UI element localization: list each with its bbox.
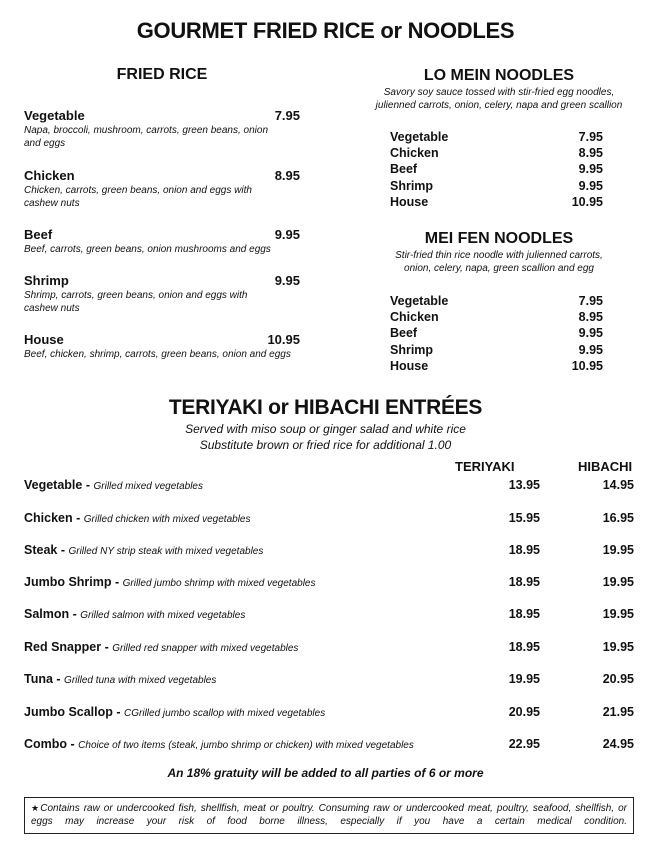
entree-row	[24, 543, 634, 561]
item-price: 8.95	[578, 310, 603, 325]
entree-row	[24, 705, 634, 723]
entree-description: Grilled tuna with mixed vegetables	[64, 675, 217, 686]
entree-description: Grilled salmon with mixed vegetables	[80, 610, 246, 621]
entree-name-wrap	[24, 640, 298, 654]
item-description: Chicken, carrots, green beans, onion and eggs with cashew nuts	[24, 185, 252, 209]
entree-name: Steak -	[24, 543, 69, 557]
mei-fen-section	[368, 230, 630, 275]
entree-description: Grilled mixed vegetables	[93, 481, 203, 492]
item-price: 9.95	[578, 178, 603, 193]
item-description: Beef, chicken, shrimp, carrots, green beans, onion and eggs	[24, 349, 291, 360]
entree-name: Red Snapper -	[24, 640, 113, 654]
entree-name-wrap	[24, 478, 203, 492]
entree-name: Salmon -	[24, 607, 81, 621]
item-name: Beef	[390, 326, 418, 341]
entree-description: Grilled red snapper with mixed vegetables	[112, 643, 299, 654]
fried-rice-heading: FRIED RICE	[116, 66, 208, 83]
item-price: 10.95	[571, 194, 603, 209]
entree-description: Grilled jumbo shrimp with mixed vegetables	[122, 578, 316, 589]
fried-rice-item	[24, 168, 300, 210]
teriyaki-price: 18.95	[508, 640, 540, 654]
fried-rice-item	[24, 332, 300, 361]
list-item	[390, 194, 603, 210]
item-price: 9.95	[578, 162, 603, 177]
entree-description: CGrilled jumbo scallop with mixed vegetables	[124, 708, 326, 719]
teriyaki-price: 18.95	[508, 543, 540, 557]
entrees-subtitle-1: Served with miso soup or ginger salad and white rice	[185, 422, 466, 436]
list-item	[390, 161, 603, 177]
hibachi-price: 21.95	[602, 705, 634, 719]
entree-name-wrap	[24, 672, 216, 686]
item-name: Shrimp	[24, 273, 69, 288]
entree-row	[24, 575, 634, 593]
entree-description: Grilled chicken with mixed vegetables	[83, 514, 251, 525]
fried-rice-section	[24, 66, 300, 376]
hibachi-price: 19.95	[602, 543, 634, 557]
fried-rice-item	[24, 227, 300, 256]
lo-mein-price-list	[390, 129, 603, 210]
entree-name: Chicken -	[24, 511, 84, 525]
item-name: Chicken	[390, 146, 439, 161]
lo-mein-heading: LO MEIN NOODLES	[423, 67, 575, 84]
item-description: Beef, carrots, green beans, onion mushrooms and eggs	[24, 244, 271, 255]
entree-row	[24, 737, 634, 755]
entree-row	[24, 640, 634, 658]
teriyaki-price: 20.95	[508, 705, 540, 719]
entree-name-wrap	[24, 737, 414, 751]
entree-name-wrap	[24, 705, 325, 719]
fried-rice-item	[24, 108, 300, 150]
entree-name: Vegetable -	[24, 478, 94, 492]
lo-mein-description-line2: julienned carrots, onion, celery, napa and green scallion	[375, 100, 623, 111]
item-name: House	[390, 194, 429, 209]
lo-mein-description-line1: Savory soy sauce tossed with stir-fried egg noodles,	[383, 87, 615, 98]
item-price: 9.95	[274, 273, 300, 288]
item-name: Chicken	[390, 310, 439, 325]
item-price: 9.95	[578, 326, 603, 341]
list-item	[390, 358, 603, 374]
hibachi-price: 16.95	[602, 511, 634, 525]
entree-row	[24, 478, 634, 496]
entree-row	[24, 511, 634, 529]
mei-fen-description-line1: Stir-fried thin rice noodle with julienned carrots,	[395, 250, 603, 261]
teriyaki-price: 13.95	[508, 478, 540, 492]
list-item	[390, 178, 603, 194]
entree-row	[24, 672, 634, 690]
entree-name-wrap	[24, 543, 263, 557]
item-name: Chicken	[24, 168, 75, 183]
list-item	[390, 325, 603, 341]
hibachi-price: 24.95	[602, 737, 634, 751]
food-safety-warning	[24, 797, 634, 834]
hibachi-column-header: HIBACHI	[578, 459, 633, 474]
item-price: 9.95	[274, 227, 300, 242]
teriyaki-price: 19.95	[508, 672, 540, 686]
item-price: 7.95	[578, 130, 603, 144]
teriyaki-price: 22.95	[508, 737, 540, 751]
teriyaki-price: 18.95	[508, 575, 540, 589]
list-item	[390, 309, 603, 325]
hibachi-price: 14.95	[602, 478, 634, 492]
item-name: Vegetable	[390, 294, 449, 308]
hibachi-price: 20.95	[602, 672, 634, 686]
item-price: 8.95	[578, 146, 603, 161]
mei-fen-description-line2: onion, celery, napa, green scallion and egg	[404, 263, 594, 274]
hibachi-price: 19.95	[602, 607, 634, 621]
page-title: GOURMET FRIED RICE or NOODLES	[136, 18, 515, 43]
list-item	[390, 129, 603, 145]
item-price: 9.95	[578, 342, 603, 357]
item-name: Vegetable	[390, 130, 449, 144]
gratuity-note: An 18% gratuity will be added to all parties of 6 or more	[167, 766, 484, 780]
star-icon: ★	[31, 803, 41, 813]
lo-mein-section	[368, 67, 630, 112]
teriyaki-column-header: TERIYAKI	[455, 459, 515, 474]
item-name: Beef	[24, 227, 53, 242]
entree-name: Jumbo Shrimp -	[24, 575, 123, 589]
entree-name: Tuna -	[24, 672, 65, 686]
entree-name-wrap	[24, 575, 315, 589]
hibachi-price: 19.95	[602, 640, 634, 654]
entree-description: Grilled NY strip steak with mixed vegetables	[68, 546, 264, 557]
mei-fen-price-list	[390, 293, 603, 374]
item-name: Shrimp	[390, 342, 434, 357]
item-name: Shrimp	[390, 178, 434, 193]
entree-row	[24, 607, 634, 625]
warning-text: Contains raw or undercooked fish, shellfish, meat or poultry. Consuming raw or undercooked meat, poultry, seafood, shellfish, or eggs may increase your risk of food borne illness, especially if you have a certain medical condition.	[31, 803, 628, 827]
list-item	[390, 145, 603, 161]
item-name: House	[390, 358, 429, 373]
fried-rice-item	[24, 273, 300, 315]
entree-name: Combo -	[24, 737, 79, 751]
list-item	[390, 293, 603, 309]
hibachi-price: 19.95	[602, 575, 634, 589]
mei-fen-heading: MEI FEN NOODLES	[424, 230, 574, 247]
item-price: 10.95	[267, 332, 300, 347]
entrees-heading: TERIYAKI or HIBACHI ENTRÉES	[168, 396, 483, 419]
entree-name-wrap	[24, 607, 245, 621]
entree-name: Jumbo Scallop -	[24, 705, 125, 719]
item-price: 10.95	[571, 358, 603, 373]
item-price: 7.95	[578, 294, 603, 308]
entrees-subtitle-2: Substitute brown or fried rice for additional 1.00	[199, 438, 452, 452]
item-description: Napa, broccoli, mushroom, carrots, green beans, onion and eggs	[24, 125, 269, 149]
item-name: Vegetable	[24, 108, 85, 123]
item-name: Beef	[390, 162, 418, 177]
item-name: House	[24, 332, 64, 347]
teriyaki-price: 15.95	[508, 511, 540, 525]
item-price: 7.95	[274, 108, 300, 123]
item-price: 8.95	[274, 168, 300, 183]
teriyaki-price: 18.95	[508, 607, 540, 621]
list-item	[390, 342, 603, 358]
entree-description: Choice of two items (steak, jumbo shrimp or chicken) with mixed vegetables	[78, 740, 414, 751]
item-description: Shrimp, carrots, green beans, onion and eggs with cashew nuts	[24, 290, 248, 314]
entree-name-wrap	[24, 511, 251, 525]
